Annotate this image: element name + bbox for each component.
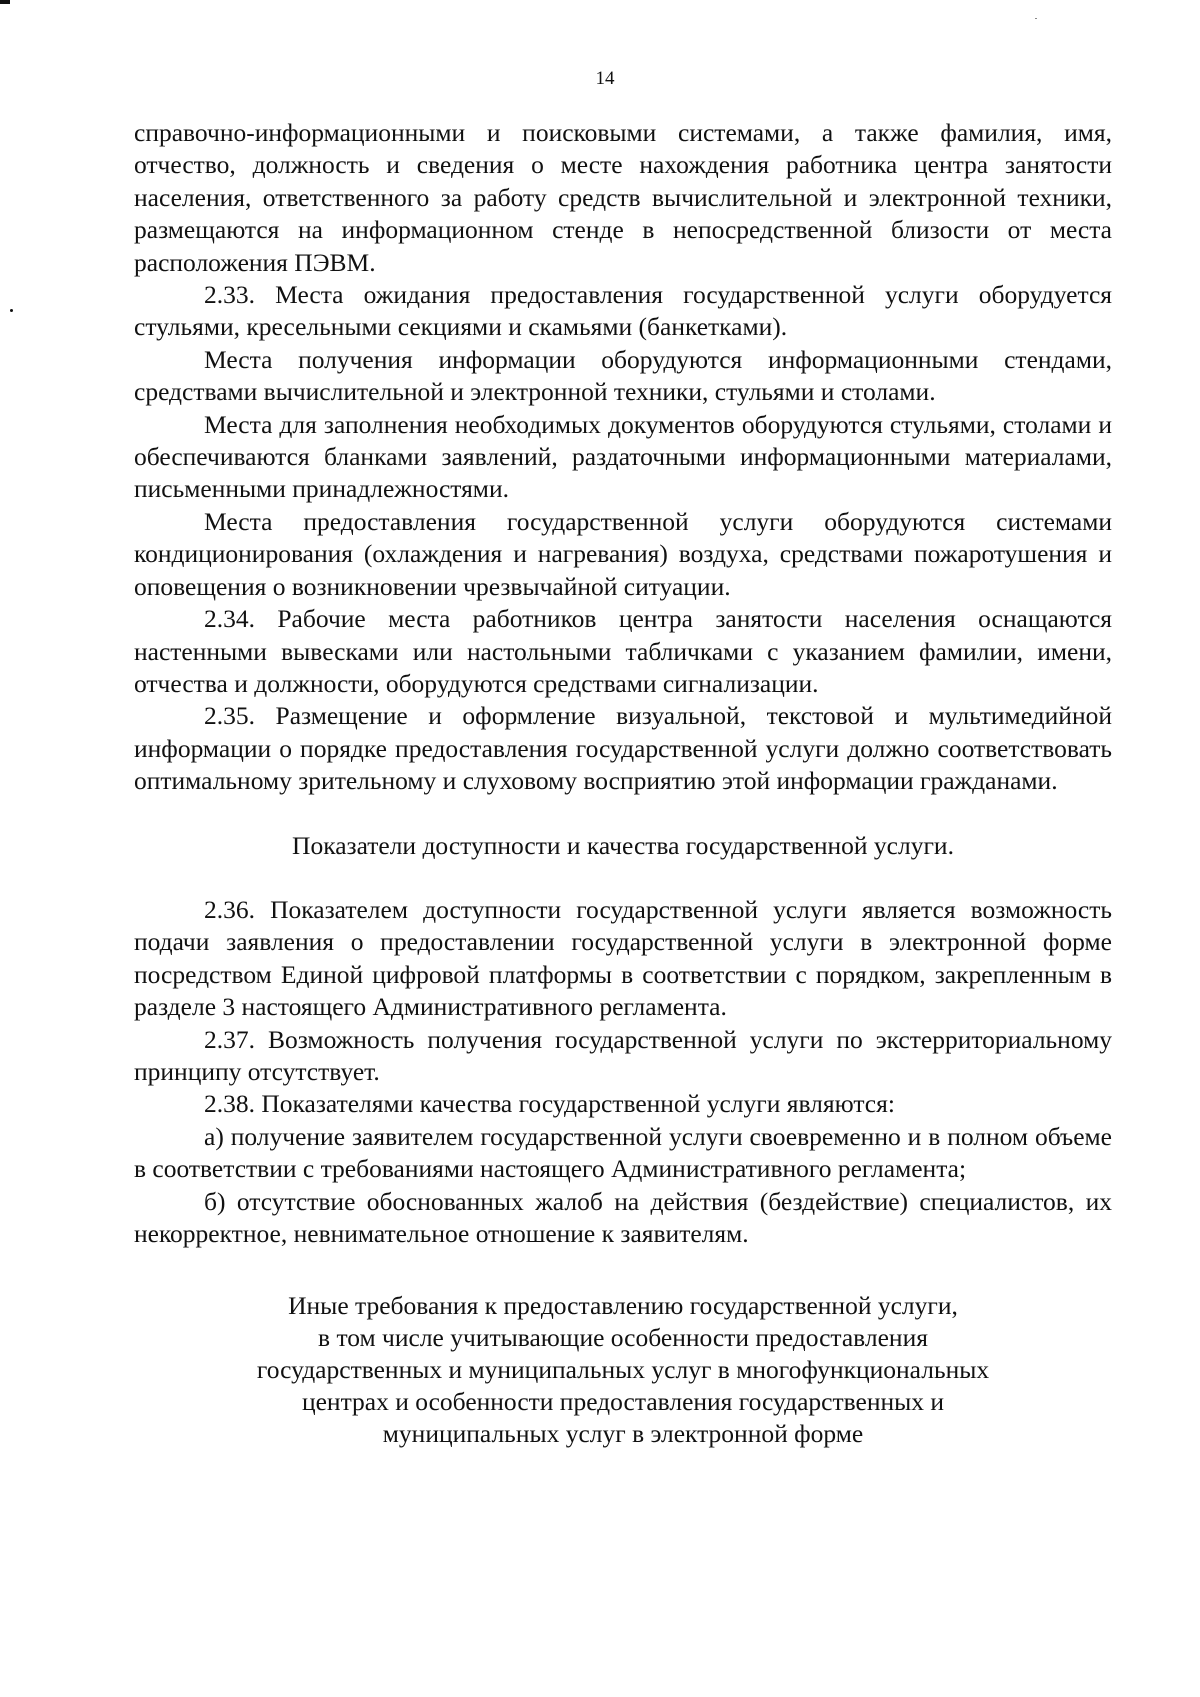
heading-line: Иные требования к предоставлению государственной услуги, (288, 1291, 958, 1321)
paragraph-2-33: 2.33. Места ожидания предоставления государственной услуги оборудуется стульями, кресельными секциями и скамьями (банкетками). (134, 280, 1112, 342)
document-body (134, 117, 1112, 1450)
paragraph-continuation: справочно-информационными и поисковыми системами, а также фамилия, имя, отчество, должность и сведения о месте нахождения работника центра занятости населения, ответственного за работу средств вычислительной и электронной техники, размещаются на информационном стенде в непосредственной близости от места расположения ПЭВМ. (134, 118, 1112, 277)
list-item-a: а) получение заявителем государственной услуги своевременно и в полном объеме в соответствии с требованиями настоящего Административного регламента; (134, 1121, 1112, 1184)
heading-line: государственных и муниципальных услуг в многофункциональных (256, 1355, 990, 1385)
section-heading-other-requirements (134, 1290, 1112, 1450)
heading-line: в том числе учитывающие особенности предоставления (318, 1323, 928, 1353)
section-heading-accessibility: Показатели доступности и качества государственной услуги. (292, 830, 954, 860)
paragraph-2-38: 2.38. Показателями качества государственной услуги являются: (204, 1089, 895, 1119)
paragraph-2-36: 2.36. Показателем доступности государственной услуги является возможность подачи заявления о предоставлении государственной услуги в электронной форме посредством Единой цифровой платформы в соответствии с порядком, закрепленным в разделе 3 настоящего Административного регламента. (134, 894, 1112, 1022)
scan-artifact-dot (10, 309, 13, 312)
scan-artifact-dot (1035, 18, 1037, 19)
heading-line: центрах и особенности предоставления государственных и (301, 1387, 945, 1417)
paragraph-information-places: Места получения информации оборудуются информационными стендами, средствами вычислительной и электронной техники, стульями и столами. (134, 344, 1112, 407)
paragraph-2-37: 2.37. Возможность получения государственной услуги по экстерриториальному принципу отсутствует. (134, 1024, 1112, 1086)
scan-artifact-mark (0, 0, 10, 4)
paragraph-service-places: Места предоставления государственной услуги оборудуются системами кондиционирования (охлаждения и нагревания) воздуха, средствами пожаротушения и оповещения о возникновении чрезвычайной ситуации. (134, 506, 1112, 601)
paragraph-document-filling-places: Места для заполнения необходимых документов оборудуются стульями, столами и обеспечиваются бланками заявлений, раздаточными информационными материалами, письменными принадлежностями. (134, 409, 1112, 504)
paragraph-2-34: 2.34. Рабочие места работников центра занятости населения оснащаются настенными вывесками или настольными табличками с указанием фамилии, имени, отчества и должности, оборудуются средствами сигнализации. (134, 604, 1112, 698)
paragraph-2-35: 2.35. Размещение и оформление визуальной, текстовой и мультимедийной информации о порядке предоставления государственной услуги должно соответствовать оптимальному зрительному и слуховому восприятию этой информации гражданами. (134, 701, 1112, 796)
page-number: 14 (595, 68, 615, 89)
list-item-b: б) отсутствие обоснованных жалоб на действия (бездействие) специалистов, их некорректное, невнимательное отношение к заявителям. (134, 1186, 1112, 1248)
heading-line: муниципальных услуг в электронной форме (382, 1419, 864, 1449)
